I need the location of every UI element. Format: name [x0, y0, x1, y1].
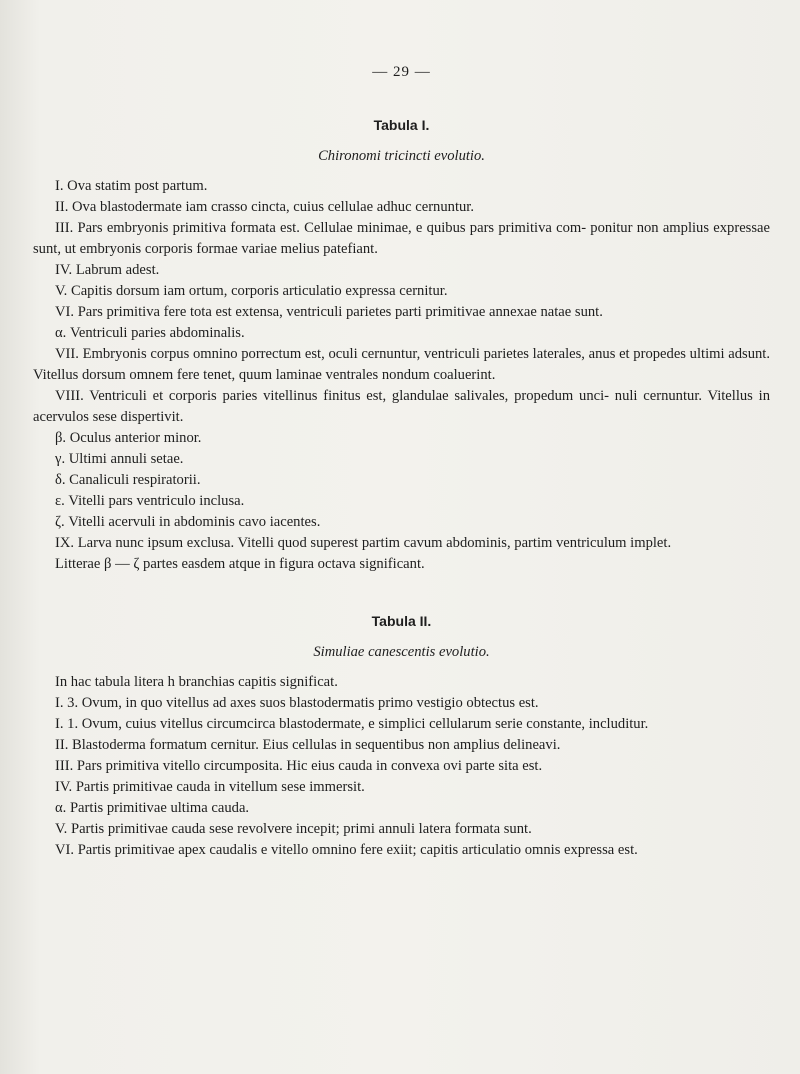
section-gap [33, 575, 770, 611]
tabula-1-title: Tabula I. [373, 117, 430, 133]
tabula-1-subtitle: Chironomi tricincti evolutio. [318, 148, 485, 164]
paragraph: IV. Partis primitivae cauda in vitellum sese immersit. [55, 779, 365, 795]
paragraph: VIII. Ventriculi et corporis paries vitellinus finitus est, glandulae salivales, propedum unci- nuli cernuntur. Vitellus in acervulos sese dispertivit. [33, 388, 770, 425]
paragraph: ζ. Vitelli acervuli in abdominis cavo iacentes. [55, 514, 321, 530]
paragraph: III. Pars primitiva vitello circumposita. Hic eius cauda in convexa ovi parte sita est. [55, 758, 543, 774]
tabula-2-subtitle: Simuliae canescentis evolutio. [313, 644, 490, 660]
paragraph: In hac tabula litera h branchias capitis significat. [55, 674, 338, 690]
paragraph: β. Oculus anterior minor. [55, 430, 202, 446]
paragraph: δ. Canaliculi respiratorii. [55, 472, 201, 488]
paragraph: VI. Partis primitivae apex caudalis e vitello omnino fere exiit; capitis articulatio omnis expressa est. [55, 842, 638, 858]
paragraph: VI. Pars primitiva fere tota est extensa, ventriculi parietes parti primitivae annexae natae sunt. [55, 304, 603, 320]
paragraph: II. Blastoderma formatum cernitur. Eius cellulas in sequentibus non amplius delineavi. [55, 737, 561, 753]
paragraph: IX. Larva nunc ipsum exclusa. Vitelli quod superest partim cavum abdominis, partim ventriculum implet. [55, 535, 672, 551]
paragraph: I. 1. Ovum, cuius vitellus circumcirca blastodermate, e simplici cellularum serie constante, includitur. [55, 716, 649, 732]
paragraph: ε. Vitelli pars ventriculo inclusa. [55, 493, 245, 509]
content [33, 62, 770, 861]
paragraph: V. Partis primitivae cauda sese revolvere incepit; primi annuli latera formata sunt. [55, 821, 532, 837]
paragraph: α. Ventriculi paries abdominalis. [55, 325, 245, 341]
paragraph: IV. Labrum adest. [55, 262, 160, 278]
paragraph: α. Partis primitivae ultima cauda. [55, 800, 250, 816]
paragraph: I. 3. Ovum, in quo vitellus ad axes suos blastodermatis primo vestigio obtectus est. [55, 695, 539, 711]
tabula-2-body [33, 672, 770, 861]
paragraph: γ. Ultimi annuli setae. [55, 451, 184, 467]
tabula-1-body [33, 176, 770, 575]
paragraph: Litterae β — ζ partes easdem atque in figura octava significant. [55, 556, 425, 572]
paragraph: I. Ova statim post partum. [55, 178, 208, 194]
tabula-2-title: Tabula II. [371, 613, 432, 629]
paragraph: V. Capitis dorsum iam ortum, corporis articulatio expressa cernitur. [55, 283, 448, 299]
paragraph: II. Ova blastodermate iam crasso cincta, cuius cellulae adhuc cernuntur. [55, 199, 474, 215]
paragraph: III. Pars embryonis primitiva formata est. Cellulae minimae, e quibus pars primitiva com- ponitur non amplius expressae sunt, ut embryonis corporis formae variae melius patefiant. [33, 220, 770, 257]
page-number: — 29 — [372, 64, 431, 80]
paragraph: VII. Embryonis corpus omnino porrectum est, oculi cernuntur, ventriculi parietes laterales, anus et propedes ultimi adsunt. Vitellus dorsum omnem fere tenet, quum laminae ventrales nondum coaluerint. [33, 346, 770, 383]
